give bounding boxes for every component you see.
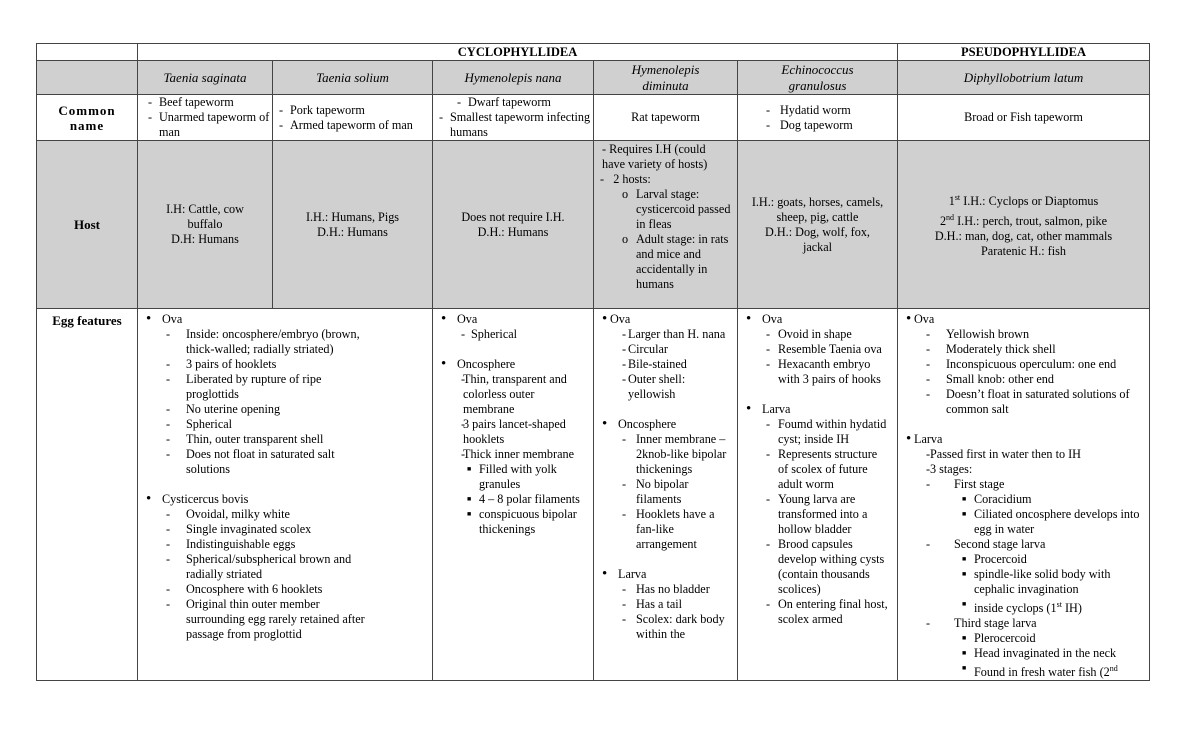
list-item: - No bipolar filaments — [594, 477, 737, 507]
cysticercus-list — [138, 507, 432, 642]
row-label-common-name: Common name — [37, 95, 138, 141]
larva-list — [898, 447, 1149, 477]
list-item: • Ova — [738, 312, 897, 327]
list-item: • Ova — [594, 312, 737, 327]
list-item: - Inner membrane – 2knob-like bipolar thickenings — [594, 432, 737, 477]
species-header: Hymenolepis nana — [433, 61, 594, 95]
list-item: - Oncosphere with 6 hooklets — [138, 582, 432, 597]
list-item: - Unarmed tapeworm of man — [146, 110, 272, 140]
list-item: ■ conspicuous bipolar thickenings — [433, 507, 593, 537]
stage-list — [898, 552, 1149, 597]
list-item: • Larva — [898, 432, 1149, 447]
list-item: - Brood capsules develop withing cysts (contain thousands scolices) — [738, 537, 897, 597]
host-latum: 1st I.H.: Cyclops or Diaptomus 2nd I.H.: perch, trout, salmon, pike D.H.: man, dog, cat, other mammals Paratenic H.: fish — [898, 141, 1150, 309]
row-label-egg-features: Egg features — [37, 309, 138, 681]
list-item: ■ spindle-like solid body with cephalic invagination — [898, 567, 1149, 597]
list-item: - Does not float in saturated salt solutions — [138, 447, 432, 477]
stage-heading: - First stage — [898, 477, 1149, 492]
list-item: - Bile-stained — [594, 357, 737, 372]
list-item: ■ 4 – 8 polar filaments — [433, 492, 593, 507]
ova-list — [138, 327, 432, 477]
list-item: - Beef tapeworm — [146, 95, 272, 110]
list-item: - Original thin outer member surrounding egg rarely retained after passage from proglottid — [138, 597, 432, 642]
list-item: - Ovoid in shape — [738, 327, 897, 342]
list-item: - Small knob: other end — [898, 372, 1149, 387]
corner-cell — [37, 44, 138, 61]
list-item: • Ova — [138, 312, 432, 327]
host-nana: Does not require I.H. D.H.: Humans — [433, 141, 594, 309]
common-name-solium — [273, 95, 433, 141]
list-item: o Larval stage: cysticercoid passed in fleas — [594, 187, 737, 232]
list-item: ■ Procercoid — [898, 552, 1149, 567]
list-item: - Spherical — [138, 417, 432, 432]
list-item: - Thin, transparent and colorless outer membrane — [433, 372, 593, 417]
host-echinococcus: I.H.: goats, horses, camels, sheep, pig, cattle D.H.: Dog, wolf, fox, jackal — [738, 141, 898, 309]
list-item: • Ova — [433, 312, 593, 327]
list-item: o Adult stage: in rats and mice and accidentally in humans — [594, 232, 737, 292]
list-item: - Spherical/subspherical brown and radially striated — [138, 552, 432, 582]
ova-list — [594, 327, 737, 402]
list-item: ■ Head invaginated in the neck — [898, 646, 1149, 661]
list-item: - 3 pairs lancet-shaped hooklets — [433, 417, 593, 447]
inner-membrane-list — [433, 462, 593, 537]
list-item: - Armed tapeworm of man — [277, 118, 432, 133]
host-saginata: I.H: Cattle, cow buffalo D.H: Humans — [138, 141, 273, 309]
host-solium: I.H.: Humans, Pigs D.H.: Humans — [273, 141, 433, 309]
list-item: - Doesn’t float in saturated solutions of common salt — [898, 387, 1149, 417]
corner-cell-2 — [37, 61, 138, 95]
common-name-saginata — [138, 95, 273, 141]
list-item: ■ inside cyclops (1st IH) — [898, 597, 1149, 616]
list-item: - Inside: oncosphere/embryo (brown, thick-walled; radially striated) — [138, 327, 432, 357]
species-header: Echinococcus granulosus — [738, 61, 898, 95]
species-header: Taenia solium — [273, 61, 433, 95]
list-item: - On entering final host, scolex armed — [738, 597, 897, 627]
oncosphere-list — [594, 432, 737, 552]
common-name-latum: Broad or Fish tapeworm — [898, 95, 1150, 141]
stage-heading: - Third stage larva — [898, 616, 1149, 631]
common-name-nana — [433, 95, 594, 141]
species-header: Taenia saginata — [138, 61, 273, 95]
list-item: ■ Found in fresh water fish (2nd — [898, 661, 1149, 680]
larva-list — [738, 417, 897, 627]
list-item: - Liberated by rupture of ripe proglottids — [138, 372, 432, 402]
list-item: - Yellowish brown — [898, 327, 1149, 342]
group-header-pseudophyllidea: PSEUDOPHYLLIDEA — [898, 44, 1150, 61]
list-item: - Hydatid worm — [746, 103, 897, 118]
list-item: - 3 pairs of hooklets — [138, 357, 432, 372]
list-item: - Dwarf tapeworm — [455, 95, 593, 110]
row-label-host: Host — [37, 141, 138, 309]
list-item: ■ Plerocercoid — [898, 631, 1149, 646]
list-item: • Larva — [738, 402, 897, 417]
common-name-diminuta: Rat tapeworm — [594, 95, 738, 141]
list-item: - Pork tapeworm — [277, 103, 432, 118]
list-item: • Larva — [594, 567, 737, 582]
list-item: - Inconspicuous operculum: one end — [898, 357, 1149, 372]
egg-echinococcus — [738, 309, 898, 681]
list-item: - Scolex: dark body within the — [594, 612, 737, 642]
host-diminuta: - Requires I.H (could have variety of hosts) - 2 hosts: o Larval stage: cysticercoid passed in fleas o Adult stage: in rats and mice and accidentally in humans — [594, 141, 738, 309]
group-header-cyclophyllidea: CYCLOPHYLLIDEA — [138, 44, 898, 61]
list-item: - Indistinguishable eggs — [138, 537, 432, 552]
list-item: • Cysticercus bovis — [138, 492, 432, 507]
species-header: Diphyllobotrium latum — [898, 61, 1150, 95]
egg-nana — [433, 309, 594, 681]
egg-taenia — [138, 309, 433, 681]
comparison-table — [36, 43, 1150, 681]
list-item: - Dog tapeworm — [746, 118, 897, 133]
list-item: • Oncosphere — [594, 417, 737, 432]
egg-diminuta — [594, 309, 738, 681]
list-item: ■ Filled with yolk granules — [433, 462, 593, 492]
list-item: - Has a tail — [594, 597, 737, 612]
list-item: - Smallest tapeworm infecting humans — [437, 110, 593, 140]
list-item: - Has no bladder — [594, 582, 737, 597]
egg-latum — [898, 309, 1150, 681]
list-item: - Represents structure of scolex of future adult worm — [738, 447, 897, 492]
list-item: - Spherical — [433, 327, 593, 342]
list-item: - Thin, outer transparent shell — [138, 432, 432, 447]
stage-heading: - Second stage larva — [898, 537, 1149, 552]
list-item: ■ Ciliated oncosphere develops into egg in water — [898, 507, 1149, 537]
list-item: ■ Coracidium — [898, 492, 1149, 507]
list-item: - Young larva are transformed into a hollow bladder — [738, 492, 897, 537]
list-item: - 3 stages: — [898, 462, 1149, 477]
common-name-echinococcus — [738, 95, 898, 141]
list-item: - Larger than H. nana — [594, 327, 737, 342]
stage-list — [898, 631, 1149, 661]
ova-list — [898, 327, 1149, 417]
list-item: - Ovoidal, milky white — [138, 507, 432, 522]
list-item: - Moderately thick shell — [898, 342, 1149, 357]
stage-list — [898, 492, 1149, 537]
list-item: - Foumd within hydatid cyst; inside IH — [738, 417, 897, 447]
list-item: - Resemble Taenia ova — [738, 342, 897, 357]
oncosphere-list — [433, 372, 593, 462]
list-item: - Passed first in water then to IH — [898, 447, 1149, 462]
list-item: - Outer shell: yellowish — [594, 372, 737, 402]
ova-list — [738, 327, 897, 387]
list-item: - Hexacanth embryo with 3 pairs of hooks — [738, 357, 897, 387]
list-item: - No uterine opening — [138, 402, 432, 417]
list-item: - Hooklets have a fan-like arrangement — [594, 507, 737, 552]
species-header: Hymenolepis diminuta — [594, 61, 738, 95]
list-item: - Single invaginated scolex — [138, 522, 432, 537]
list-item: - Thick inner membrane — [433, 447, 593, 462]
larva-list — [594, 582, 737, 642]
list-item: • Ova — [898, 312, 1149, 327]
list-item: - Circular — [594, 342, 737, 357]
list-item: • Oncosphere — [433, 357, 593, 372]
